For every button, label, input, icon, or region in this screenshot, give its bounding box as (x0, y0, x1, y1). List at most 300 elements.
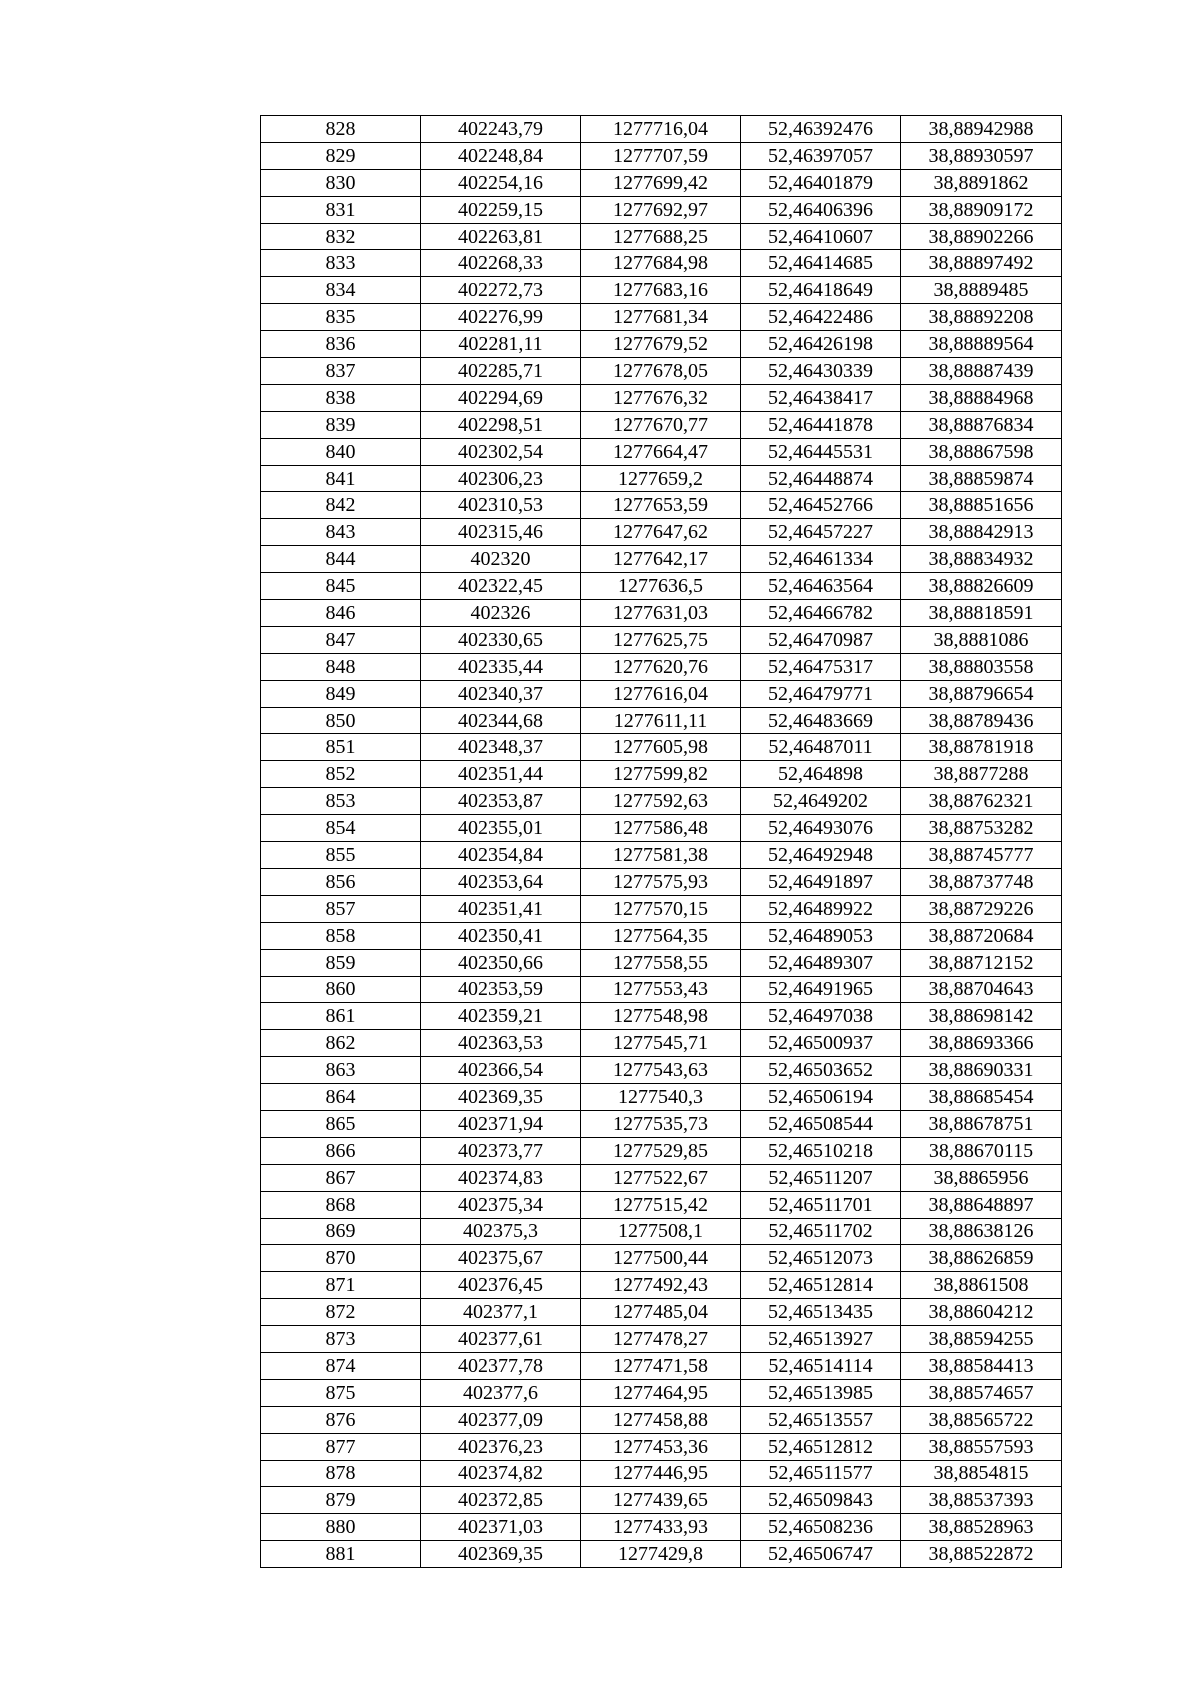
longitude-cell: 38,8877288 (901, 761, 1062, 788)
latitude-cell: 52,464898 (741, 761, 901, 788)
point-number-cell: 880 (261, 1514, 421, 1541)
point-number-cell: 855 (261, 842, 421, 869)
longitude-cell: 38,8881086 (901, 626, 1062, 653)
longitude-cell: 38,88729226 (901, 895, 1062, 922)
latitude-cell: 52,46483669 (741, 707, 901, 734)
point-number-cell: 876 (261, 1406, 421, 1433)
x-coordinate-cell: 402310,53 (421, 492, 581, 519)
x-coordinate-cell: 402340,37 (421, 680, 581, 707)
y-coordinate-cell: 1277620,76 (581, 653, 741, 680)
table-row (261, 653, 1062, 680)
longitude-cell: 38,88876834 (901, 411, 1062, 438)
x-coordinate-cell: 402377,78 (421, 1352, 581, 1379)
table-row (261, 1352, 1062, 1379)
longitude-cell: 38,88584413 (901, 1352, 1062, 1379)
x-coordinate-cell: 402353,64 (421, 868, 581, 895)
latitude-cell: 52,46510218 (741, 1137, 901, 1164)
table-row (261, 1030, 1062, 1057)
x-coordinate-cell: 402272,73 (421, 277, 581, 304)
x-coordinate-cell: 402353,87 (421, 788, 581, 815)
latitude-cell: 52,46511701 (741, 1191, 901, 1218)
latitude-cell: 52,46479771 (741, 680, 901, 707)
x-coordinate-cell: 402276,99 (421, 304, 581, 331)
longitude-cell: 38,88720684 (901, 922, 1062, 949)
x-coordinate-cell: 402377,09 (421, 1406, 581, 1433)
point-number-cell: 851 (261, 734, 421, 761)
table-row (261, 1541, 1062, 1568)
point-number-cell: 867 (261, 1164, 421, 1191)
longitude-cell: 38,88902266 (901, 223, 1062, 250)
longitude-cell: 38,88892208 (901, 304, 1062, 331)
longitude-cell: 38,88522872 (901, 1541, 1062, 1568)
latitude-cell: 52,46448874 (741, 465, 901, 492)
point-number-cell: 881 (261, 1541, 421, 1568)
latitude-cell: 52,46410607 (741, 223, 901, 250)
latitude-cell: 52,46491965 (741, 976, 901, 1003)
longitude-cell: 38,88737748 (901, 868, 1062, 895)
y-coordinate-cell: 1277453,36 (581, 1433, 741, 1460)
y-coordinate-cell: 1277699,42 (581, 169, 741, 196)
latitude-cell: 52,46461334 (741, 546, 901, 573)
x-coordinate-cell: 402355,01 (421, 815, 581, 842)
longitude-cell: 38,88638126 (901, 1218, 1062, 1245)
latitude-cell: 52,46513557 (741, 1406, 901, 1433)
x-coordinate-cell: 402373,77 (421, 1137, 581, 1164)
y-coordinate-cell: 1277676,32 (581, 384, 741, 411)
x-coordinate-cell: 402371,94 (421, 1110, 581, 1137)
latitude-cell: 52,46489922 (741, 895, 901, 922)
point-number-cell: 869 (261, 1218, 421, 1245)
table-row (261, 788, 1062, 815)
latitude-cell: 52,46511207 (741, 1164, 901, 1191)
latitude-cell: 52,46397057 (741, 142, 901, 169)
table-row (261, 626, 1062, 653)
y-coordinate-cell: 1277599,82 (581, 761, 741, 788)
x-coordinate-cell: 402243,79 (421, 116, 581, 143)
y-coordinate-cell: 1277605,98 (581, 734, 741, 761)
point-number-cell: 873 (261, 1326, 421, 1353)
point-number-cell: 840 (261, 438, 421, 465)
table-row (261, 1514, 1062, 1541)
longitude-cell: 38,88826609 (901, 573, 1062, 600)
latitude-cell: 52,46511577 (741, 1460, 901, 1487)
table-row (261, 546, 1062, 573)
longitude-cell: 38,88851656 (901, 492, 1062, 519)
point-number-cell: 830 (261, 169, 421, 196)
point-number-cell: 868 (261, 1191, 421, 1218)
x-coordinate-cell: 402359,21 (421, 1003, 581, 1030)
y-coordinate-cell: 1277439,65 (581, 1487, 741, 1514)
longitude-cell: 38,88557593 (901, 1433, 1062, 1460)
x-coordinate-cell: 402298,51 (421, 411, 581, 438)
table-row (261, 1272, 1062, 1299)
latitude-cell: 52,46512814 (741, 1272, 901, 1299)
latitude-cell: 52,4649202 (741, 788, 901, 815)
table-row (261, 1326, 1062, 1353)
latitude-cell: 52,46489307 (741, 949, 901, 976)
longitude-cell: 38,88745777 (901, 842, 1062, 869)
point-number-cell: 841 (261, 465, 421, 492)
table-row (261, 922, 1062, 949)
y-coordinate-cell: 1277458,88 (581, 1406, 741, 1433)
x-coordinate-cell: 402366,54 (421, 1057, 581, 1084)
longitude-cell: 38,8889485 (901, 277, 1062, 304)
point-number-cell: 856 (261, 868, 421, 895)
longitude-cell: 38,8854815 (901, 1460, 1062, 1487)
latitude-cell: 52,46509843 (741, 1487, 901, 1514)
latitude-cell: 52,46438417 (741, 384, 901, 411)
x-coordinate-cell: 402376,45 (421, 1272, 581, 1299)
y-coordinate-cell: 1277611,11 (581, 707, 741, 734)
table-row (261, 1379, 1062, 1406)
latitude-cell: 52,46487011 (741, 734, 901, 761)
longitude-cell: 38,88574657 (901, 1379, 1062, 1406)
x-coordinate-cell: 402377,1 (421, 1299, 581, 1326)
y-coordinate-cell: 1277545,71 (581, 1030, 741, 1057)
latitude-cell: 52,46441878 (741, 411, 901, 438)
point-number-cell: 845 (261, 573, 421, 600)
table-row (261, 492, 1062, 519)
table-row (261, 277, 1062, 304)
table-row (261, 1084, 1062, 1111)
point-number-cell: 862 (261, 1030, 421, 1057)
point-number-cell: 858 (261, 922, 421, 949)
x-coordinate-cell: 402375,3 (421, 1218, 581, 1245)
point-number-cell: 877 (261, 1433, 421, 1460)
point-number-cell: 870 (261, 1245, 421, 1272)
table-row (261, 438, 1062, 465)
table-row (261, 815, 1062, 842)
point-number-cell: 839 (261, 411, 421, 438)
table-row (261, 1057, 1062, 1084)
point-number-cell: 874 (261, 1352, 421, 1379)
x-coordinate-cell: 402353,59 (421, 976, 581, 1003)
longitude-cell: 38,88685454 (901, 1084, 1062, 1111)
longitude-cell: 38,88690331 (901, 1057, 1062, 1084)
longitude-cell: 38,88796654 (901, 680, 1062, 707)
longitude-cell: 38,88889564 (901, 331, 1062, 358)
longitude-cell: 38,88842913 (901, 519, 1062, 546)
point-number-cell: 828 (261, 116, 421, 143)
y-coordinate-cell: 1277688,25 (581, 223, 741, 250)
point-number-cell: 848 (261, 653, 421, 680)
x-coordinate-cell: 402259,15 (421, 196, 581, 223)
y-coordinate-cell: 1277659,2 (581, 465, 741, 492)
y-coordinate-cell: 1277642,17 (581, 546, 741, 573)
point-number-cell: 834 (261, 277, 421, 304)
latitude-cell: 52,46503652 (741, 1057, 901, 1084)
y-coordinate-cell: 1277678,05 (581, 358, 741, 385)
latitude-cell: 52,46512812 (741, 1433, 901, 1460)
table-row (261, 1433, 1062, 1460)
longitude-cell: 38,88604212 (901, 1299, 1062, 1326)
x-coordinate-cell: 402335,44 (421, 653, 581, 680)
latitude-cell: 52,46457227 (741, 519, 901, 546)
y-coordinate-cell: 1277515,42 (581, 1191, 741, 1218)
y-coordinate-cell: 1277433,93 (581, 1514, 741, 1541)
longitude-cell: 38,88897492 (901, 250, 1062, 277)
table-row (261, 142, 1062, 169)
y-coordinate-cell: 1277664,47 (581, 438, 741, 465)
longitude-cell: 38,88670115 (901, 1137, 1062, 1164)
longitude-cell: 38,88887439 (901, 358, 1062, 385)
table-row (261, 304, 1062, 331)
point-number-cell: 829 (261, 142, 421, 169)
longitude-cell: 38,88942988 (901, 116, 1062, 143)
latitude-cell: 52,46401879 (741, 169, 901, 196)
point-number-cell: 861 (261, 1003, 421, 1030)
x-coordinate-cell: 402294,69 (421, 384, 581, 411)
longitude-cell: 38,88909172 (901, 196, 1062, 223)
latitude-cell: 52,46511702 (741, 1218, 901, 1245)
point-number-cell: 871 (261, 1272, 421, 1299)
x-coordinate-cell: 402351,41 (421, 895, 581, 922)
table-row (261, 1218, 1062, 1245)
longitude-cell: 38,88781918 (901, 734, 1062, 761)
longitude-cell: 38,88884968 (901, 384, 1062, 411)
y-coordinate-cell: 1277570,15 (581, 895, 741, 922)
x-coordinate-cell: 402306,23 (421, 465, 581, 492)
latitude-cell: 52,46513435 (741, 1299, 901, 1326)
point-number-cell: 837 (261, 358, 421, 385)
latitude-cell: 52,46426198 (741, 331, 901, 358)
x-coordinate-cell: 402254,16 (421, 169, 581, 196)
y-coordinate-cell: 1277529,85 (581, 1137, 741, 1164)
longitude-cell: 38,88818591 (901, 600, 1062, 627)
table-row (261, 895, 1062, 922)
y-coordinate-cell: 1277581,38 (581, 842, 741, 869)
table-row (261, 358, 1062, 385)
coordinates-table (260, 115, 1062, 1568)
x-coordinate-cell: 402372,85 (421, 1487, 581, 1514)
table-row (261, 680, 1062, 707)
y-coordinate-cell: 1277548,98 (581, 1003, 741, 1030)
point-number-cell: 866 (261, 1137, 421, 1164)
latitude-cell: 52,46508544 (741, 1110, 901, 1137)
x-coordinate-cell: 402375,34 (421, 1191, 581, 1218)
y-coordinate-cell: 1277647,62 (581, 519, 741, 546)
point-number-cell: 843 (261, 519, 421, 546)
table-row (261, 600, 1062, 627)
point-number-cell: 835 (261, 304, 421, 331)
table-row (261, 761, 1062, 788)
longitude-cell: 38,88528963 (901, 1514, 1062, 1541)
point-number-cell: 832 (261, 223, 421, 250)
table-row (261, 1406, 1062, 1433)
table-row (261, 1110, 1062, 1137)
point-number-cell: 857 (261, 895, 421, 922)
table-row (261, 1299, 1062, 1326)
point-number-cell: 850 (261, 707, 421, 734)
table-row (261, 1460, 1062, 1487)
point-number-cell: 833 (261, 250, 421, 277)
point-number-cell: 842 (261, 492, 421, 519)
table-row (261, 465, 1062, 492)
y-coordinate-cell: 1277522,67 (581, 1164, 741, 1191)
x-coordinate-cell: 402375,67 (421, 1245, 581, 1272)
x-coordinate-cell: 402281,11 (421, 331, 581, 358)
y-coordinate-cell: 1277540,3 (581, 1084, 741, 1111)
point-number-cell: 846 (261, 600, 421, 627)
point-number-cell: 854 (261, 815, 421, 842)
y-coordinate-cell: 1277683,16 (581, 277, 741, 304)
y-coordinate-cell: 1277500,44 (581, 1245, 741, 1272)
y-coordinate-cell: 1277553,43 (581, 976, 741, 1003)
table-row (261, 223, 1062, 250)
longitude-cell: 38,88594255 (901, 1326, 1062, 1353)
latitude-cell: 52,46392476 (741, 116, 901, 143)
y-coordinate-cell: 1277716,04 (581, 116, 741, 143)
latitude-cell: 52,46475317 (741, 653, 901, 680)
point-number-cell: 878 (261, 1460, 421, 1487)
point-number-cell: 859 (261, 949, 421, 976)
x-coordinate-cell: 402330,65 (421, 626, 581, 653)
latitude-cell: 52,46512073 (741, 1245, 901, 1272)
longitude-cell: 38,88565722 (901, 1406, 1062, 1433)
point-number-cell: 844 (261, 546, 421, 573)
y-coordinate-cell: 1277592,63 (581, 788, 741, 815)
point-number-cell: 831 (261, 196, 421, 223)
x-coordinate-cell: 402285,71 (421, 358, 581, 385)
y-coordinate-cell: 1277485,04 (581, 1299, 741, 1326)
x-coordinate-cell: 402371,03 (421, 1514, 581, 1541)
point-number-cell: 853 (261, 788, 421, 815)
latitude-cell: 52,46506194 (741, 1084, 901, 1111)
y-coordinate-cell: 1277492,43 (581, 1272, 741, 1299)
longitude-cell: 38,88678751 (901, 1110, 1062, 1137)
y-coordinate-cell: 1277692,97 (581, 196, 741, 223)
y-coordinate-cell: 1277575,93 (581, 868, 741, 895)
point-number-cell: 849 (261, 680, 421, 707)
longitude-cell: 38,88712152 (901, 949, 1062, 976)
x-coordinate-cell: 402320 (421, 546, 581, 573)
longitude-cell: 38,8891862 (901, 169, 1062, 196)
point-number-cell: 875 (261, 1379, 421, 1406)
x-coordinate-cell: 402369,35 (421, 1541, 581, 1568)
table-row (261, 707, 1062, 734)
longitude-cell: 38,88834932 (901, 546, 1062, 573)
table-row (261, 196, 1062, 223)
y-coordinate-cell: 1277558,55 (581, 949, 741, 976)
latitude-cell: 52,46497038 (741, 1003, 901, 1030)
longitude-cell: 38,8861508 (901, 1272, 1062, 1299)
x-coordinate-cell: 402326 (421, 600, 581, 627)
longitude-cell: 38,88859874 (901, 465, 1062, 492)
latitude-cell: 52,46491897 (741, 868, 901, 895)
table-row (261, 411, 1062, 438)
y-coordinate-cell: 1277653,59 (581, 492, 741, 519)
x-coordinate-cell: 402350,41 (421, 922, 581, 949)
x-coordinate-cell: 402268,33 (421, 250, 581, 277)
y-coordinate-cell: 1277586,48 (581, 815, 741, 842)
point-number-cell: 864 (261, 1084, 421, 1111)
point-number-cell: 872 (261, 1299, 421, 1326)
x-coordinate-cell: 402369,35 (421, 1084, 581, 1111)
x-coordinate-cell: 402263,81 (421, 223, 581, 250)
latitude-cell: 52,46506747 (741, 1541, 901, 1568)
point-number-cell: 865 (261, 1110, 421, 1137)
latitude-cell: 52,46492948 (741, 842, 901, 869)
latitude-cell: 52,46493076 (741, 815, 901, 842)
point-number-cell: 860 (261, 976, 421, 1003)
latitude-cell: 52,46452766 (741, 492, 901, 519)
longitude-cell: 38,88789436 (901, 707, 1062, 734)
table-row (261, 868, 1062, 895)
latitude-cell: 52,46422486 (741, 304, 901, 331)
table-row (261, 331, 1062, 358)
x-coordinate-cell: 402348,37 (421, 734, 581, 761)
y-coordinate-cell: 1277670,77 (581, 411, 741, 438)
table-row (261, 169, 1062, 196)
point-number-cell: 852 (261, 761, 421, 788)
x-coordinate-cell: 402377,6 (421, 1379, 581, 1406)
longitude-cell: 38,88704643 (901, 976, 1062, 1003)
x-coordinate-cell: 402374,82 (421, 1460, 581, 1487)
latitude-cell: 52,46514114 (741, 1352, 901, 1379)
table-row (261, 949, 1062, 976)
latitude-cell: 52,46470987 (741, 626, 901, 653)
x-coordinate-cell: 402354,84 (421, 842, 581, 869)
x-coordinate-cell: 402351,44 (421, 761, 581, 788)
y-coordinate-cell: 1277535,73 (581, 1110, 741, 1137)
point-number-cell: 863 (261, 1057, 421, 1084)
longitude-cell: 38,88693366 (901, 1030, 1062, 1057)
y-coordinate-cell: 1277625,75 (581, 626, 741, 653)
y-coordinate-cell: 1277464,95 (581, 1379, 741, 1406)
latitude-cell: 52,46513927 (741, 1326, 901, 1353)
coordinates-table-body (261, 116, 1062, 1568)
longitude-cell: 38,88803558 (901, 653, 1062, 680)
latitude-cell: 52,46430339 (741, 358, 901, 385)
y-coordinate-cell: 1277636,5 (581, 573, 741, 600)
longitude-cell: 38,88762321 (901, 788, 1062, 815)
longitude-cell: 38,88753282 (901, 815, 1062, 842)
table-row (261, 1487, 1062, 1514)
table-row (261, 1191, 1062, 1218)
table-row (261, 842, 1062, 869)
x-coordinate-cell: 402377,61 (421, 1326, 581, 1353)
longitude-cell: 38,88648897 (901, 1191, 1062, 1218)
x-coordinate-cell: 402322,45 (421, 573, 581, 600)
latitude-cell: 52,46414685 (741, 250, 901, 277)
table-row (261, 573, 1062, 600)
x-coordinate-cell: 402374,83 (421, 1164, 581, 1191)
table-row (261, 384, 1062, 411)
longitude-cell: 38,8865956 (901, 1164, 1062, 1191)
x-coordinate-cell: 402344,68 (421, 707, 581, 734)
table-row (261, 1003, 1062, 1030)
table-row (261, 250, 1062, 277)
y-coordinate-cell: 1277564,35 (581, 922, 741, 949)
table-row (261, 1164, 1062, 1191)
x-coordinate-cell: 402350,66 (421, 949, 581, 976)
x-coordinate-cell: 402363,53 (421, 1030, 581, 1057)
latitude-cell: 52,46463564 (741, 573, 901, 600)
point-number-cell: 879 (261, 1487, 421, 1514)
point-number-cell: 847 (261, 626, 421, 653)
latitude-cell: 52,46508236 (741, 1514, 901, 1541)
y-coordinate-cell: 1277684,98 (581, 250, 741, 277)
latitude-cell: 52,46489053 (741, 922, 901, 949)
y-coordinate-cell: 1277631,03 (581, 600, 741, 627)
x-coordinate-cell: 402248,84 (421, 142, 581, 169)
longitude-cell: 38,88867598 (901, 438, 1062, 465)
y-coordinate-cell: 1277543,63 (581, 1057, 741, 1084)
y-coordinate-cell: 1277508,1 (581, 1218, 741, 1245)
longitude-cell: 38,88537393 (901, 1487, 1062, 1514)
table-row (261, 1137, 1062, 1164)
point-number-cell: 836 (261, 331, 421, 358)
